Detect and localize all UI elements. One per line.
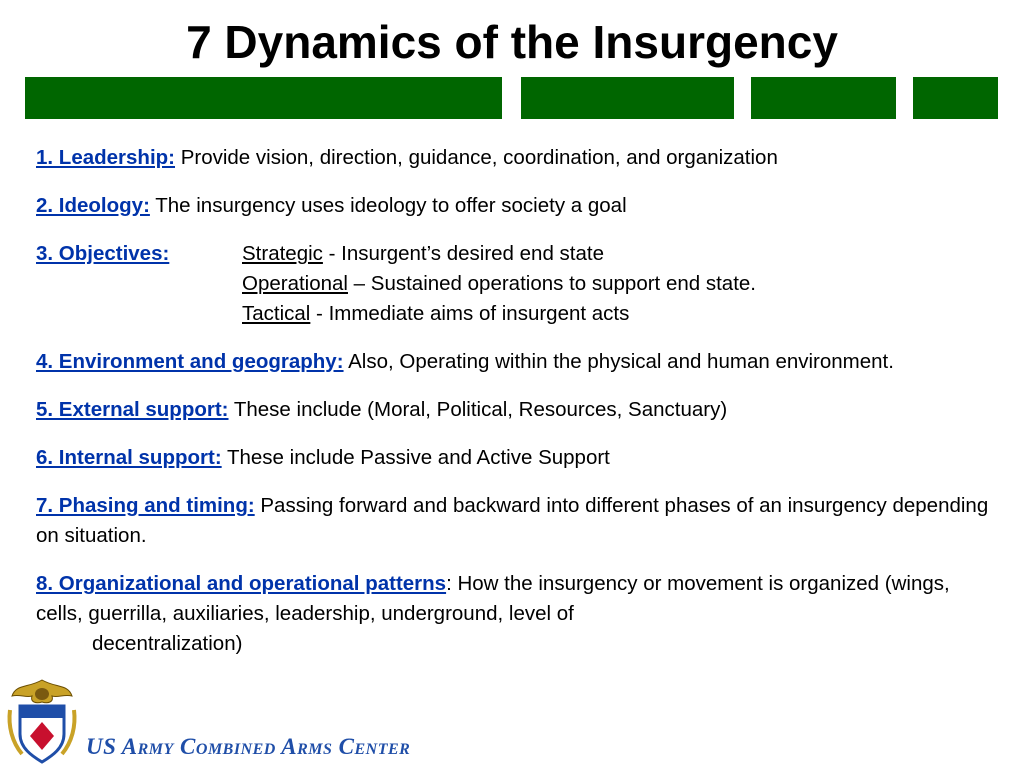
item-text: How the insurgency or movement is organized (wings, cells, guerrilla, auxiliaries, leadership, underground, level of xyxy=(36,572,950,625)
objective-strategic xyxy=(242,239,756,269)
objective-term: Operational xyxy=(242,272,348,295)
item-label: 3. Objectives: xyxy=(36,242,170,265)
item-label: 8. Organizational and operational patterns xyxy=(36,572,447,595)
title-bars xyxy=(0,77,1024,119)
slide-body xyxy=(36,143,996,677)
green-bar-2 xyxy=(521,77,734,119)
item-external-support xyxy=(36,395,996,425)
item-objectives xyxy=(36,239,996,329)
item-text: These include (Moral, Political, Resources, Sanctuary) xyxy=(228,398,728,421)
item-label: 2. Ideology: xyxy=(36,194,150,217)
objective-term: Strategic xyxy=(242,242,323,265)
green-bar-3 xyxy=(751,77,896,119)
green-bar-4 xyxy=(913,77,998,119)
objective-tactical xyxy=(242,299,756,329)
green-bar-1 xyxy=(25,77,502,119)
item-label: 1. Leadership: xyxy=(36,146,175,169)
item-environment xyxy=(36,347,996,377)
item-label: 4. Environment and geography: xyxy=(36,350,344,373)
item-text: The insurgency uses ideology to offer society a goal xyxy=(149,194,627,217)
objective-term: Tactical xyxy=(242,302,311,325)
item-text: These include Passive and Active Support xyxy=(221,446,610,469)
item-internal-support xyxy=(36,443,996,473)
objective-text: - Insurgent’s desired end state xyxy=(322,242,605,265)
objectives-list xyxy=(242,239,756,329)
item-label: 5. External support: xyxy=(36,398,229,421)
item-organizational xyxy=(36,569,996,659)
objective-operational xyxy=(242,269,756,299)
slide-title: 7 Dynamics of the Insurgency xyxy=(186,16,838,68)
footer-organization: US Army Combined Arms Center xyxy=(86,734,411,759)
item-text: Passing forward and backward into different phases of an insurgency depending on situation. xyxy=(36,494,989,547)
item-continuation: decentralization) xyxy=(92,632,243,655)
item-label: 6. Internal support: xyxy=(36,446,222,469)
item-colon: : xyxy=(446,572,452,595)
item-leadership xyxy=(36,143,996,173)
army-crest-icon xyxy=(6,676,78,766)
objective-text: - Immediate aims of insurgent acts xyxy=(310,302,630,325)
item-phasing xyxy=(36,491,996,551)
objective-text: – Sustained operations to support end state. xyxy=(347,272,756,295)
item-label: 7. Phasing and timing: xyxy=(36,494,255,517)
item-text: Provide vision, direction, guidance, coordination, and organization xyxy=(175,146,778,169)
item-text: Also, Operating within the physical and human environment. xyxy=(343,350,894,373)
item-ideology xyxy=(36,191,996,221)
